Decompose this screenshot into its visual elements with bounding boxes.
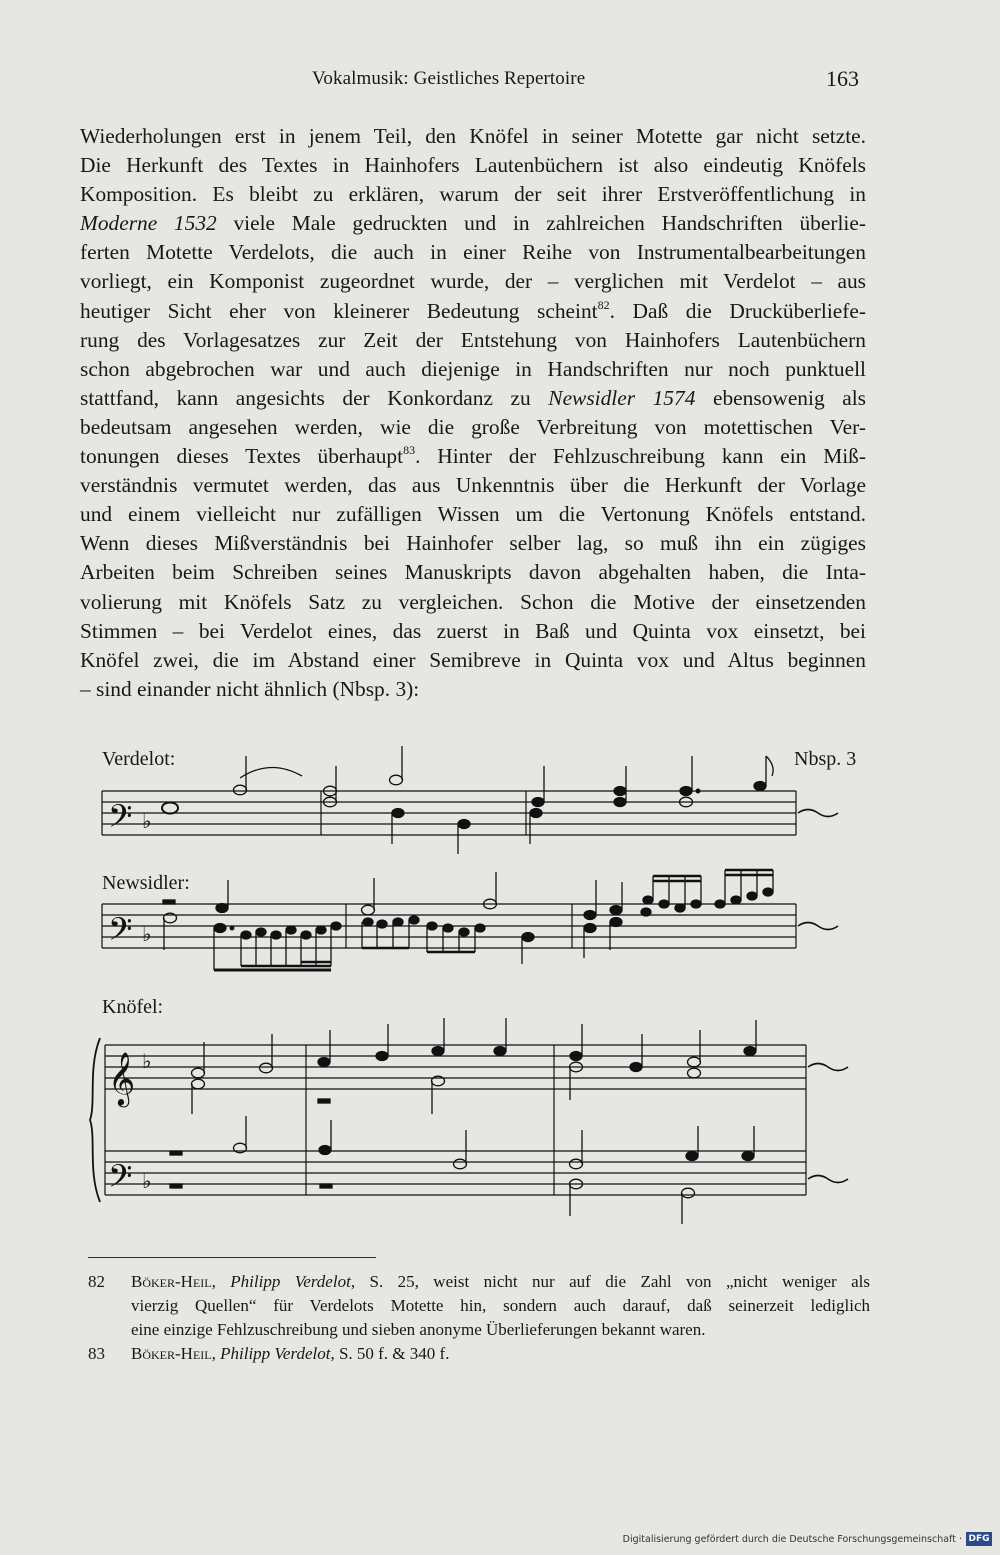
footnote-line: Böker-Heil, Philipp Verdelot, S. 25, weist nicht nur auf die Zahl von „nicht weniger als bbox=[131, 1272, 871, 1291]
text-run: . Daß die Drucküberliefe- bbox=[609, 298, 867, 323]
footnote-number: 82 bbox=[88, 1272, 105, 1291]
page-number: 163 bbox=[826, 66, 859, 91]
music-notation bbox=[80, 738, 880, 1228]
text-line: bedeutsam angesehen werden, wie die große Verbreitung von motettischen Ver- bbox=[80, 414, 866, 439]
system-label-knoefel: Knöfel: bbox=[102, 996, 164, 1018]
text-run: stattfand, kann angesichts der Konkordanz zu bbox=[80, 385, 531, 410]
music-example bbox=[80, 738, 880, 1228]
text-line: – sind einander nicht ähnlich (Nbsp. 3): bbox=[80, 676, 420, 701]
footnote-text: , S. 25, weist nicht nur auf die Zahl von „nicht weniger als bbox=[350, 1272, 871, 1291]
body-text bbox=[80, 122, 866, 704]
footnote-line: eine einzige Fehlzuschreibung und sieben anonyme Überlieferungen bekannt waren. bbox=[131, 1320, 706, 1339]
system-label-verdelot: Verdelot: bbox=[102, 748, 176, 770]
staff-knoefel-treble bbox=[105, 1045, 806, 1089]
footnote-reference[interactable]: 82 bbox=[597, 297, 610, 312]
italic-source-title: Newsidler 1574 bbox=[548, 385, 696, 410]
text-run: tonungen dieses Textes überhaupt bbox=[80, 444, 404, 469]
footnote-text: , S. 50 f. & 340 f. bbox=[330, 1344, 450, 1363]
footnote-line: vierzig Quellen“ für Verdelots Motette hin, sondern auch darauf, daß seinerzeit lediglich bbox=[131, 1296, 870, 1315]
svg-text:♭: ♭ bbox=[142, 809, 152, 833]
text-line bbox=[80, 384, 866, 413]
text-run: . Hinter der Fehlzuschreibung kann ein Miß- bbox=[415, 444, 866, 469]
staff-knoefel-bass bbox=[105, 1151, 806, 1195]
text-run: heutiger Sicht eher von kleinerer Bedeutung scheint bbox=[80, 298, 598, 323]
running-title: Vokalmusik: Geistliches Repertoire bbox=[312, 68, 586, 89]
text-line: Komposition. Es bleibt zu erklären, warum der seit ihrer Erstveröffentlichung in bbox=[80, 182, 866, 207]
example-number: Nbsp. 3 bbox=[794, 748, 857, 770]
italic-source-title: Moderne 1532 bbox=[80, 211, 217, 236]
digitization-credit: Digitalisierung gefördert durch die Deutsche Forschungsgemeinschaft · bbox=[622, 1534, 962, 1545]
footnote-number: 83 bbox=[88, 1344, 105, 1363]
text-line: Knöfel zwei, die im Abstand einer Semibreve in Quinta vox und Altus beginnen bbox=[80, 647, 866, 672]
text-line: und einem vielleicht nur zufälligen Wissen um die Vertonung Knöfels entstand. bbox=[80, 502, 866, 527]
footnote-author: Böker-Heil bbox=[131, 1272, 212, 1291]
text-line: Wenn dieses Mißverständnis bei Hainhofer selber lag, so muß ihn ein zügiges bbox=[80, 531, 866, 556]
svg-text:𝄢: 𝄢 bbox=[108, 798, 133, 842]
text-line: volierung mit Knöfels Satz zu vergleichen. Schon die Motive der einsetzenden bbox=[80, 589, 866, 614]
text-line: vorliegt, ein Komponist zugeordnet wurde, der – verglichen mit Verdelot – aus bbox=[80, 269, 866, 294]
footnote-body bbox=[131, 1270, 870, 1342]
footnote-separator bbox=[88, 1257, 376, 1258]
text-line: rung des Vorlagesatzes zur Zeit der Entstehung von Hainhofers Lautenbüchern bbox=[80, 327, 866, 352]
text-run: ebensowenig als bbox=[712, 385, 866, 410]
dfg-logo: DFG bbox=[966, 1532, 992, 1546]
text-line: Stimmen – bei Verdelot eines, das zuerst in Baß und Quinta vox einsetzt, bei bbox=[80, 618, 866, 643]
running-head bbox=[0, 66, 1000, 96]
svg-text:𝄢: 𝄢 bbox=[108, 911, 133, 955]
text-line bbox=[80, 209, 866, 238]
text-line: ferten Motette Verdelots, die auch in einer Reihe von Instrumentalbearbeitungen bbox=[80, 240, 866, 265]
text-line: Wiederholungen erst in jenem Teil, den Knöfel in seiner Motette gar nicht setzte. bbox=[80, 124, 866, 148]
text-line: schon abgebrochen war und auch diejenige in Handschriften nur noch punktuell bbox=[80, 356, 866, 381]
text-line bbox=[80, 297, 866, 326]
footnote-author: Böker-Heil bbox=[131, 1344, 212, 1363]
footnotes bbox=[88, 1270, 870, 1366]
footnote-title: Philipp Verdelot bbox=[230, 1272, 351, 1291]
text-line: Arbeiten beim Schreiben seines Manuskripts davon abgehalten haben, die Inta- bbox=[80, 560, 866, 585]
footnote-line: Böker-Heil, Philipp Verdelot, S. 50 f. & 340 f. bbox=[131, 1344, 450, 1363]
footnote-reference[interactable]: 83 bbox=[403, 443, 416, 458]
svg-text:♭: ♭ bbox=[142, 922, 152, 946]
text-line: verständnis vermutet werden, das aus Unkenntnis über die Herkunft der Vorlage bbox=[80, 473, 866, 498]
svg-text:𝄞: 𝄞 bbox=[108, 1051, 136, 1105]
svg-text:𝄢: 𝄢 bbox=[108, 1158, 133, 1202]
text-line bbox=[80, 442, 866, 471]
footnote-body bbox=[131, 1342, 870, 1366]
svg-text:♭: ♭ bbox=[142, 1169, 152, 1193]
footnote-title: Philipp Verdelot bbox=[220, 1344, 331, 1363]
footnote-82 bbox=[88, 1270, 870, 1342]
system-label-newsidler: Newsidler: bbox=[102, 872, 190, 894]
svg-text:♭: ♭ bbox=[142, 1049, 152, 1073]
staff-verdelot bbox=[102, 791, 796, 835]
text-line: Die Herkunft des Textes in Hainhofers Lautenbüchern ist also eindeutig Knöfels bbox=[80, 153, 866, 178]
footnote-83 bbox=[88, 1342, 870, 1366]
text-run: viele Male gedruckten und in zahlreichen Handschriften überlie- bbox=[233, 211, 866, 236]
